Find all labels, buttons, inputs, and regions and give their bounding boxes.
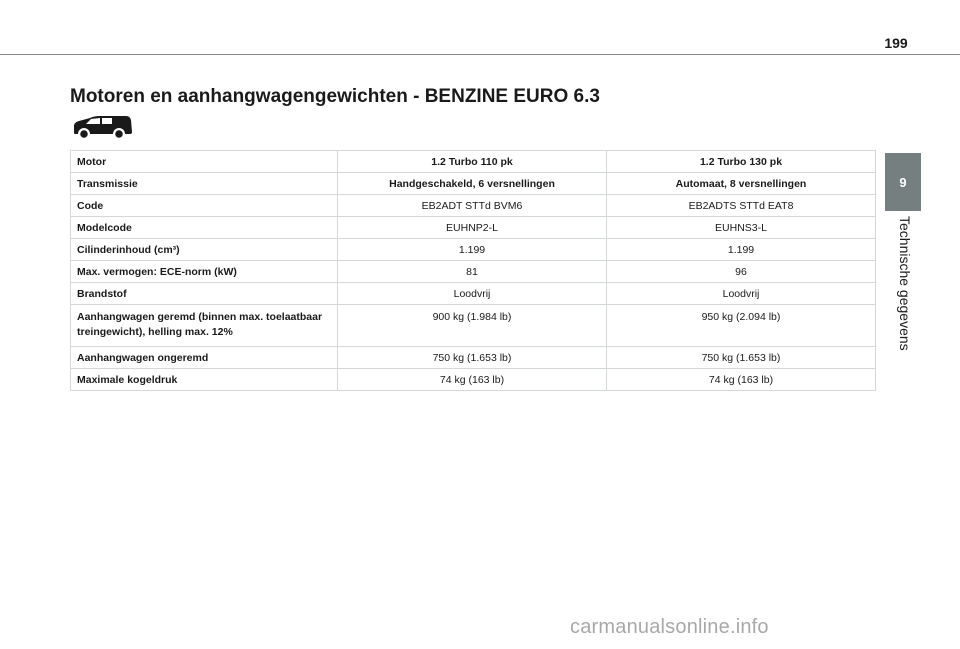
row-value-engine-1: 750 kg (1.653 lb) [338, 347, 607, 369]
table-row [71, 239, 876, 261]
table-row [71, 151, 876, 173]
row-value-engine-2: Loodvrij [607, 283, 876, 305]
engine-spec-table [70, 150, 876, 391]
row-label: Motor [71, 151, 338, 173]
chapter-number: 9 [899, 174, 907, 190]
row-value-engine-2: 74 kg (163 lb) [607, 369, 876, 391]
row-label: Maximale kogeldruk [71, 369, 338, 391]
row-label: Aanhangwagen ongeremd [71, 347, 338, 369]
row-label: Cilinderinhoud (cm³) [71, 239, 338, 261]
row-value-engine-1: 900 kg (1.984 lb) [338, 305, 607, 347]
row-value-engine-2: EUHNS3-L [607, 217, 876, 239]
van-icon [70, 110, 134, 142]
header-divider [0, 54, 960, 55]
row-value-engine-2: EB2ADTS STTd EAT8 [607, 195, 876, 217]
row-label: Brandstof [71, 283, 338, 305]
table-row [71, 173, 876, 195]
row-value-engine-1: 1.2 Turbo 110 pk [338, 151, 607, 173]
row-value-engine-1: Loodvrij [338, 283, 607, 305]
row-label: Code [71, 195, 338, 217]
page-title: Motoren en aanhangwagengewichten - BENZINE EURO 6.3 [70, 86, 600, 107]
table-row [71, 195, 876, 217]
row-value-engine-2: 1.199 [607, 239, 876, 261]
row-label: Transmissie [71, 173, 338, 195]
row-value-engine-1: 74 kg (163 lb) [338, 369, 607, 391]
row-value-engine-2: Automaat, 8 versnellingen [607, 173, 876, 195]
row-value-engine-2: 750 kg (1.653 lb) [607, 347, 876, 369]
chapter-label: Technische gegevens [897, 216, 913, 351]
row-label: Modelcode [71, 217, 338, 239]
row-value-engine-1: EUHNP2-L [338, 217, 607, 239]
row-value-engine-2: 950 kg (2.094 lb) [607, 305, 876, 347]
table-row [71, 261, 876, 283]
table-row [71, 217, 876, 239]
table-row [71, 283, 876, 305]
row-label: Max. vermogen: ECE-norm (kW) [71, 261, 338, 283]
row-value-engine-2: 1.2 Turbo 130 pk [607, 151, 876, 173]
row-value-engine-2: 96 [607, 261, 876, 283]
row-value-engine-1: Handgeschakeld, 6 versnellingen [338, 173, 607, 195]
watermark: carmanualsonline.info [570, 616, 769, 638]
row-value-engine-1: 1.199 [338, 239, 607, 261]
row-label: Aanhangwagen geremd (binnen max. toelaatbaar treingewicht), helling max. 12% [71, 305, 338, 347]
row-value-engine-1: 81 [338, 261, 607, 283]
table-row [71, 347, 876, 369]
chapter-tab[interactable] [885, 153, 921, 211]
table-row [71, 369, 876, 391]
page-number: 199 [884, 35, 908, 51]
row-value-engine-1: EB2ADT STTd BVM6 [338, 195, 607, 217]
table-row [71, 305, 876, 347]
